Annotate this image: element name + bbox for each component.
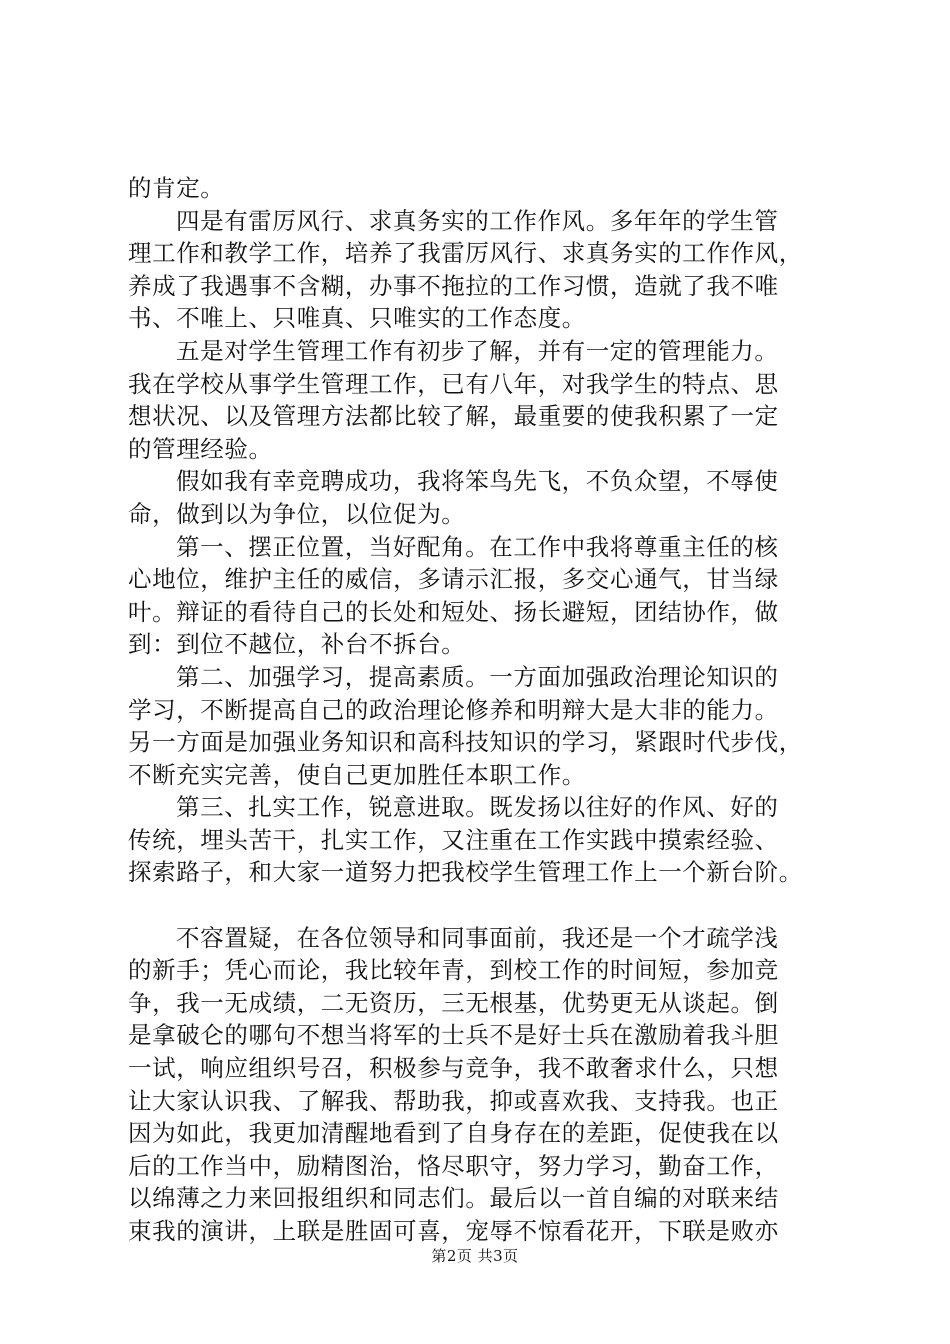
text-line: 的管理经验。 <box>128 434 273 463</box>
text-line: 探索路子，和大家一道努力把我校学生管理工作上一个新台阶。 <box>128 858 803 887</box>
text-line: 命，做到以为争位，以位促为。 <box>128 499 466 528</box>
text-line: 想状况、以及管理方法都比较了解，最重要的使我积累了一定 <box>128 402 779 431</box>
text-line: 理工作和教学工作，培养了我雷厉风行、求真务实的工作作风， <box>128 239 803 268</box>
text-line: 四是有雷厉风行、求真务实的工作作风。多年年的学生管 <box>176 206 779 235</box>
text-line: 假如我有幸竞聘成功，我将笨鸟先飞，不负众望，不辱使 <box>176 467 779 496</box>
text-line: 我在学校从事学生管理工作，已有八年，对我学生的特点、思 <box>128 369 779 398</box>
text-line: 的新手；凭心而论，我比较年青，到校工作的时间短，参加竞 <box>128 956 779 985</box>
text-line: 后的工作当中，励精图治，恪尽职守，努力学习，勤奋工作， <box>128 1151 779 1180</box>
text-line: 第二、加强学习，提高素质。一方面加强政治理论知识的 <box>176 662 779 691</box>
blank-line <box>128 889 848 922</box>
text-line: 不容置疑，在各位领导和同事面前，我还是一个才疏学浅 <box>176 923 779 952</box>
text-line: 学习，不断提高自己的政治理论修养和明辩大是大非的能力。 <box>128 695 779 724</box>
page-footer: 第2页 共3页 <box>431 1247 519 1265</box>
text-line: 一试，响应组织号召，积极参与竞争，我不敢奢求什么，只想 <box>128 1054 779 1083</box>
text-line: 是拿破仑的哪句不想当将军的士兵不是好士兵在激励着我斗胆 <box>128 1021 779 1050</box>
text-line: 不断充实完善，使自己更加胜任本职工作。 <box>128 760 586 789</box>
text-line: 束我的演讲，上联是胜固可喜，宠辱不惊看花开，下联是败亦 <box>128 1217 779 1245</box>
text-line: 养成了我遇事不含糊，办事不拖拉的工作习惯，造就了我不唯 <box>128 271 779 300</box>
text-line: 五是对学生管理工作有初步了解，并有一定的管理能力。 <box>176 336 779 365</box>
text-line: 因为如此，我更加清醒地看到了自身存在的差距，促使我在以 <box>128 1119 779 1148</box>
text-line: 另一方面是加强业务知识和高科技知识的学习，紧跟时代步伐， <box>128 728 803 757</box>
text-line: 到：到位不越位，补台不拆台。 <box>128 630 466 659</box>
text-line: 心地位，维护主任的威信，多请示汇报，多交心通气，甘当绿 <box>128 565 779 594</box>
text-line: 第一、摆正位置，当好配角。在工作中我将尊重主任的核 <box>176 532 779 561</box>
document-body <box>128 172 848 1248</box>
text-line: 书、不唯上、只唯真、只唯实的工作态度。 <box>128 304 586 333</box>
text-line: 的肯定。 <box>128 174 225 202</box>
text-line: 传统，埋头苦干，扎实工作，又注重在工作实践中摸索经验、 <box>128 825 779 854</box>
text-line: 以绵薄之力来回报组织和同志们。最后以一首自编的对联来结 <box>128 1184 779 1213</box>
text-line: 争，我一无成绩，二无资历，三无根基，优势更无从谈起。倒 <box>128 988 779 1017</box>
text-line: 让大家认识我、了解我、帮助我，抑或喜欢我、支持我。也正 <box>128 1086 779 1115</box>
text-line: 叶。辩证的看待自己的长处和短处、扬长避短，团结协作，做 <box>128 597 779 626</box>
text-line: 第三、扎实工作，锐意进取。既发扬以往好的作风、好的 <box>176 793 779 822</box>
